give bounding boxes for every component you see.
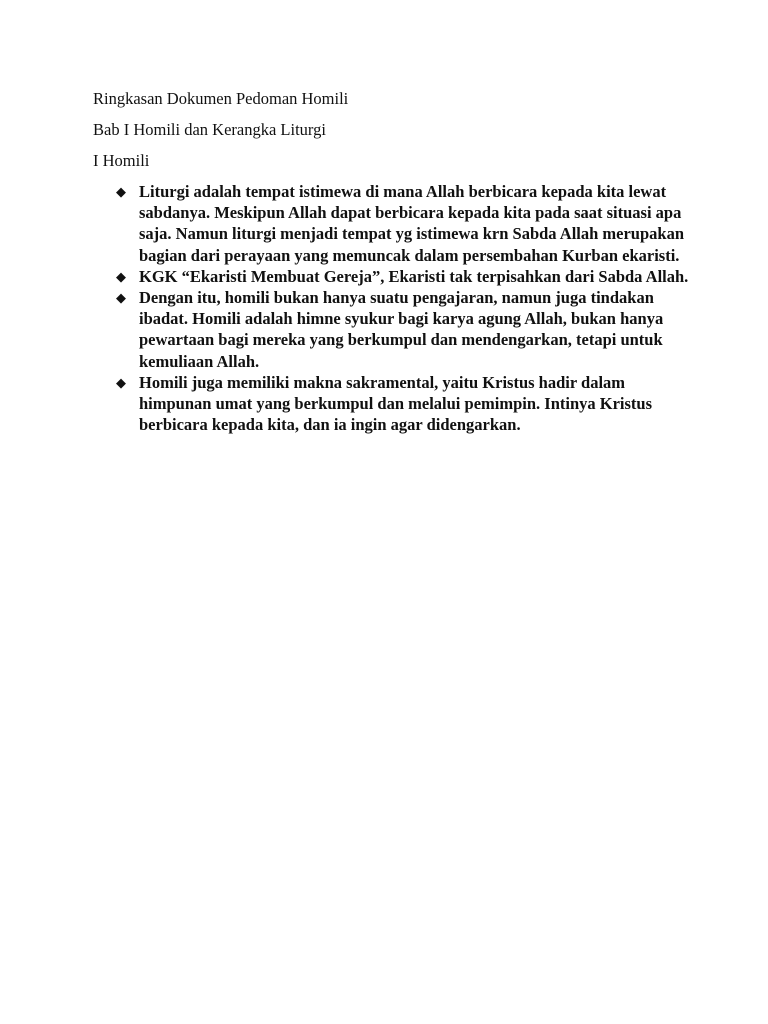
- chapter-heading: Bab I Homili dan Kerangka Liturgi: [93, 120, 326, 139]
- diamond-bullet-icon: ◆: [116, 184, 126, 199]
- bullet-text: Dengan itu, homili bukan hanya suatu pengajaran, namun juga tindakan ibadat. Homili adalah himne syukur bagi karya agung Allah, bukan hanya pewartaan bagi mereka yang berkumpul dan mendengarkan, tetapi untuk kemuliaan Allah.: [139, 288, 664, 371]
- list-item: [116, 372, 696, 436]
- list-item: [116, 287, 696, 372]
- diamond-bullet-icon: ◆: [116, 374, 126, 390]
- list-item: [116, 181, 696, 266]
- bullet-text: Liturgi adalah tempat istimewa di mana Allah berbicara kepada kita lewat sabdanya. Meskipun Allah dapat berbicara kepada kita pada saat situasi apa saja. Namun liturgi menjadi tempat yg istimewa krn Sabda Allah merupakan bagian dari perayaan yang memuncak dalam persembahan Kurban ekaristi.: [139, 182, 685, 265]
- list-item: [116, 266, 696, 287]
- document-title: Ringkasan Dokumen Pedoman Homili: [93, 89, 349, 108]
- bullet-list: [116, 181, 696, 435]
- diamond-bullet-icon: ◆: [116, 290, 126, 306]
- diamond-bullet-icon: ◆: [116, 268, 126, 284]
- bullet-text: KGK “Ekaristi Membuat Gereja”, Ekaristi tak terpisahkan dari Sabda Allah.: [139, 266, 689, 286]
- bullet-text: Homili juga memiliki makna sakramental, yaitu Kristus hadir dalam himpunan umat yang berkumpul dan melalui pemimpin. Intinya Kristus berbicara kepada kita, dan ia ingin agar didengarkan.: [139, 372, 653, 435]
- section-heading: I Homili: [93, 151, 150, 170]
